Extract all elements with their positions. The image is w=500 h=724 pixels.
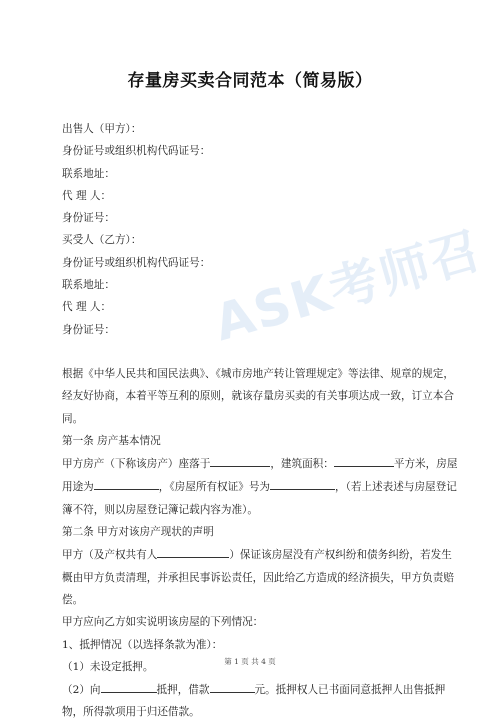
loan-amount-blank[interactable]: [210, 678, 255, 693]
article1-text-sqm: 平方米，: [393, 458, 437, 471]
preamble-paragraph: 根据《中华人民共和国民法典》、《城市房地产转让管理规定》等法律、规章的规定，经友好协商，本着平等互利的原则，就该存量房买卖的有关事项达成一致，订立本合同。: [62, 367, 454, 425]
area-blank[interactable]: [334, 452, 394, 467]
buyer-id-label: 身份证号或组织机构代码证号：: [62, 256, 211, 269]
contract-body: [62, 118, 462, 724]
article1-heading: 第一条 房产基本情况: [62, 434, 161, 447]
article2-paragraph: [62, 543, 462, 611]
buyer-label: 买受人（乙方）：: [62, 234, 142, 247]
location-blank[interactable]: [210, 452, 270, 467]
co-owner-blank[interactable]: [157, 543, 229, 558]
mortgage-text-to: （2）向: [62, 684, 101, 697]
article2-text-owners: 甲方（及产权共有人: [62, 549, 158, 562]
section-spacer: [62, 341, 462, 363]
mortgage-text-loan: 抵押，借款: [156, 684, 210, 697]
seller-agent-id-label: 身份证号：: [62, 212, 115, 225]
mortgage-option-2: [62, 678, 462, 724]
document-title: 存量房买卖合同范本（简易版）: [127, 71, 373, 91]
buyer-agent-label: 代 理 人：: [62, 301, 112, 314]
article1-text-usage: 房屋用途为: [62, 458, 458, 494]
mortgage-heading: 1、抵押情况（以选择条款为准）：: [62, 638, 223, 651]
article1-text-note: ，（若上述表述与房屋登记簿不符，则以房屋登记簿记载内容为准）。: [62, 481, 457, 516]
usage-blank[interactable]: [94, 475, 159, 490]
buyer-address-label: 联系地址：: [62, 279, 115, 292]
seller-id-label: 身份证号或组织机构代码证号：: [62, 145, 211, 158]
article1-paragraph: [62, 452, 462, 521]
mortgage-text-consent: 元。抵押权人已书面同意抵押人出售抵押物，所得款项用于归还借款。: [62, 684, 446, 719]
disclosure-intro: 甲方应向乙方如实说明该房屋的下列情况：: [62, 616, 264, 629]
article1-text-cert: ，《房屋所有权证》号为: [158, 481, 271, 494]
page-footer: 第 1 页 共 4 页: [224, 657, 276, 666]
certificate-blank[interactable]: [270, 475, 335, 490]
seller-address-label: 联系地址：: [62, 167, 115, 180]
article1-text-area: ，建筑面积：: [270, 458, 334, 471]
mortgagee-blank[interactable]: [101, 678, 157, 693]
seller-label: 出售人（甲方）：: [62, 123, 142, 135]
mortgage-option-1: （1）未设定抵押。: [62, 660, 154, 673]
article2-heading: 第二条 甲方对该房产现状的声明: [62, 526, 214, 539]
article2-text-guarantee: ）保证该房屋没有产权纠纷和债务纠纷，若发生概由甲方负责清理，并承担民事诉讼责任，因此给乙方造成的经济损失，甲方负责赔偿。: [62, 549, 454, 606]
watermark-logo: ASK考师召: [208, 220, 489, 353]
article1-text-location: 甲方房产（下称该房产）座落于: [62, 458, 211, 471]
seller-agent-label: 代 理 人：: [62, 189, 112, 202]
buyer-agent-id-label: 身份证号：: [62, 323, 115, 336]
